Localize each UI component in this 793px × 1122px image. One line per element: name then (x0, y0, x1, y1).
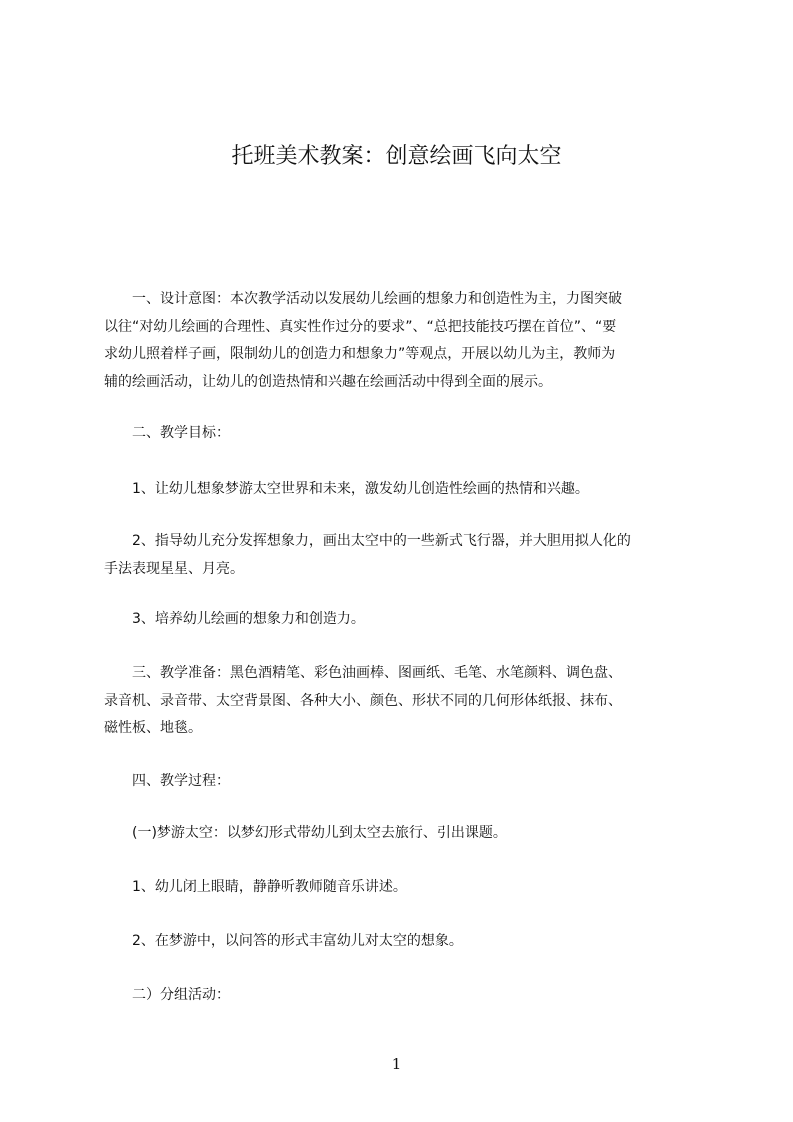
paragraph-step-1 (104, 874, 704, 902)
paragraph-group-activity (104, 982, 704, 1010)
paragraph-line: (一)梦游太空：以梦幻形式带幼儿到太空去旅行、引出课题。 (104, 825, 507, 841)
paragraph-line: 录音机、录音带、太空背景图、各种大小、颜色、形状不同的几何形体纸报、抹布、 (104, 692, 622, 709)
paragraph-goal-1 (104, 476, 704, 504)
paragraph-line: 二）分组活动： (104, 987, 230, 1003)
paragraph-goal-2 (104, 528, 704, 583)
paragraph-line: 1、幼儿闭上眼睛，静静听教师随音乐讲述。 (104, 879, 407, 895)
paragraph-line: 3、培养幼儿绘画的想象力和创造力。 (104, 611, 365, 627)
paragraph-line: 辅的绘画活动，让幼儿的创造热情和兴趣在绘画活动中得到全面的展示。 (104, 373, 552, 390)
paragraph-preparation (104, 660, 704, 743)
paragraph-line: 一、设计意图：本次教学活动以发展幼儿绘画的想象力和创造性为主，力图突破 (104, 291, 622, 307)
heading-teaching-goals (104, 420, 704, 448)
paragraph-line: 四、教学过程： (104, 773, 230, 789)
paragraph-step-2 (104, 928, 704, 956)
paragraph-line: 2、在梦游中，以问答的形式丰富幼儿对太空的想象。 (104, 933, 463, 949)
paragraph-line: 二、教学目标： (104, 425, 230, 441)
paragraph-dream-space (104, 820, 704, 848)
paragraph-goal-3 (104, 606, 704, 634)
paragraph-line: 磁性板、地毯。 (104, 720, 202, 736)
paragraph-design-intent (104, 286, 704, 396)
paragraph-line: 求幼儿照着样子画，限制幼儿的创造力和想象力”等观点，开展以幼儿为主，教师为 (104, 346, 616, 362)
page-number: 1 (391, 1055, 402, 1073)
heading-teaching-process (104, 768, 704, 796)
paragraph-line: 手法表现星星、月亮。 (104, 560, 244, 577)
paragraph-line: 2、指导幼儿充分发挥想象力，画出太空中的一些新式飞行器，并大胆用拟人化的 (104, 533, 631, 549)
paragraph-line: 1、让幼儿想象梦游太空世界和未来，激发幼儿创造性绘画的热情和兴趣。 (104, 481, 589, 497)
paragraph-line: 三、教学准备：黑色酒精笔、彩色油画棒、图画纸、毛笔、水笔颜料、调色盘、 (104, 665, 622, 681)
paragraph-line: 以往“对幼儿绘画的合理性、真实性作过分的要求”、“总把技能技巧摆在首位”、“要 (104, 318, 617, 335)
page-title: 托班美术教案：创意绘画飞向太空 (231, 144, 562, 169)
